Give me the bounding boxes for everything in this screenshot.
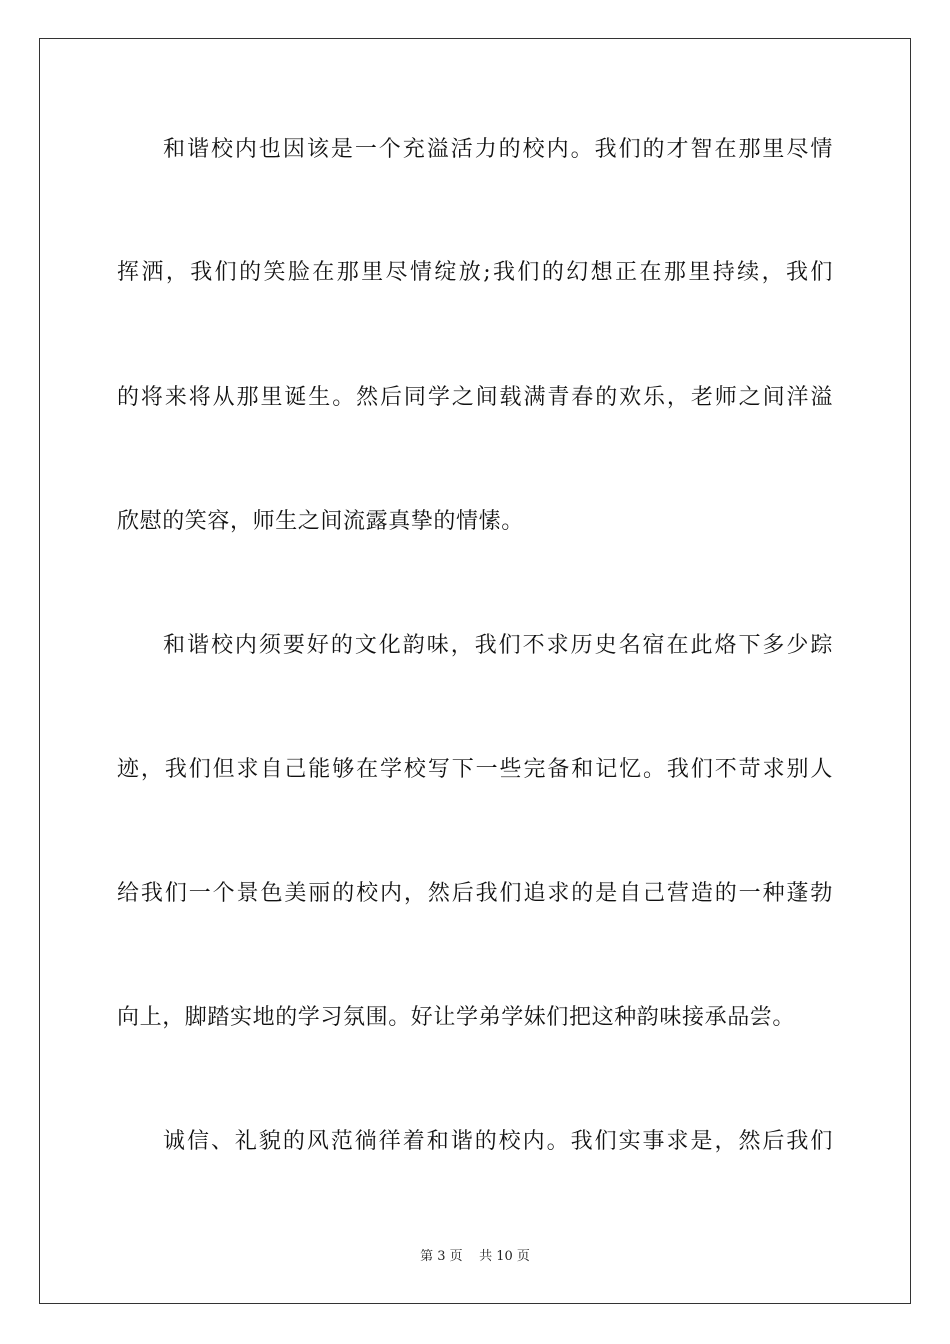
page-number: 第 3 页 共 10 页 xyxy=(420,1249,530,1264)
paragraph-2-line-4: 向上，脚踏实地的学习氛围。好让学弟学妹们把这种韵味接承品尝。 xyxy=(117,1005,796,1030)
paragraph-1-line-4: 欣慰的笑容，师生之间流露真挚的情愫。 xyxy=(117,509,524,534)
paragraph-2-line-3: 给我们一个景色美丽的校内，然后我们追求的是自己营造的一种蓬勃 xyxy=(117,881,833,906)
paragraph-2-line-2: 迹，我们但求自己能够在学校写下一些完备和记忆。我们不苛求别人 xyxy=(117,757,833,782)
page-border xyxy=(39,38,911,1304)
paragraph-2-line-1: 和谐校内须要好的文化韵味，我们不求历史名宿在此烙下多少踪 xyxy=(163,633,833,658)
paragraph-1-line-3: 的将来将从那里诞生。然后同学之间载满青春的欢乐，老师之间洋溢 xyxy=(117,385,833,410)
paragraph-3-line-1: 诚信、礼貌的风范徜徉着和谐的校内。我们实事求是，然后我们 xyxy=(163,1129,833,1154)
paragraph-1-line-2: 挥洒，我们的笑脸在那里尽情绽放;我们的幻想正在那里持续，我们 xyxy=(117,260,833,285)
paragraph-1-line-1: 和谐校内也因该是一个充溢活力的校内。我们的才智在那里尽情 xyxy=(163,137,833,162)
